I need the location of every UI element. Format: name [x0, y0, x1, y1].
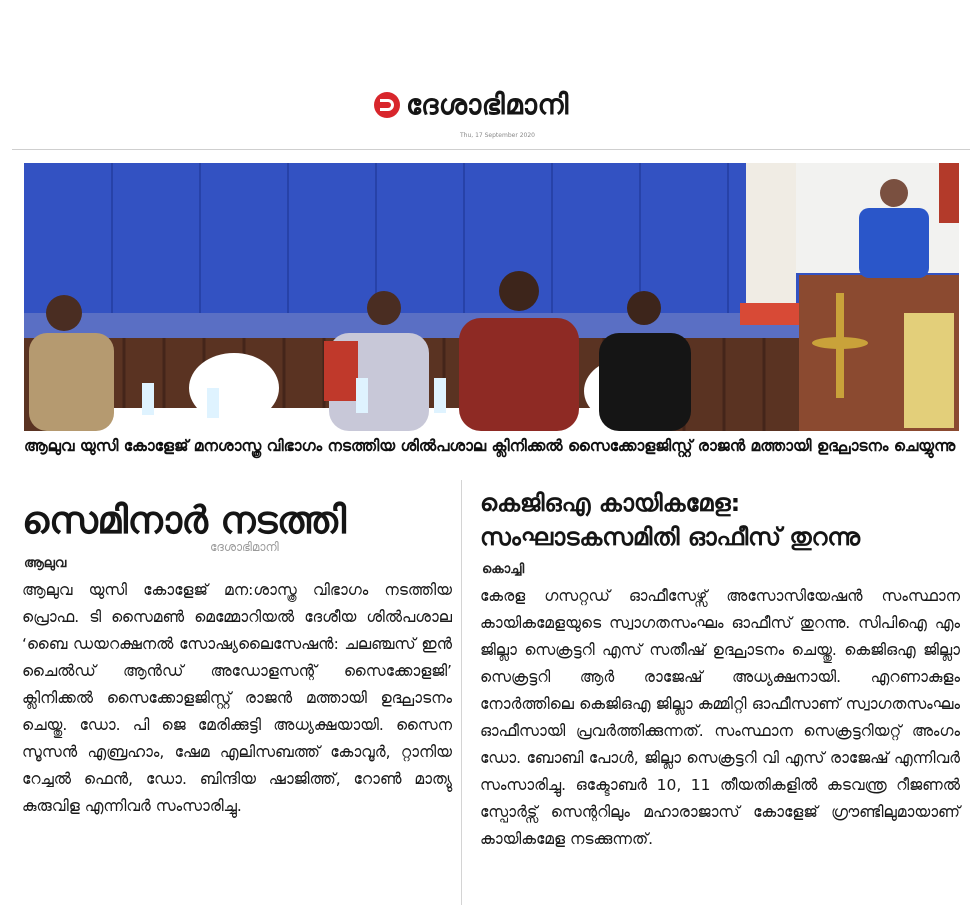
column-divider: [461, 480, 462, 905]
masthead-rule: [12, 149, 970, 150]
article-photo[interactable]: [24, 163, 959, 431]
left-dateline: ആലുവ: [24, 556, 67, 571]
right-headline-line-1[interactable]: കെജിഒഎ കായികമേള:: [480, 489, 741, 517]
right-dateline: കൊച്ചി: [482, 562, 525, 577]
masthead: [0, 88, 980, 138]
left-article: [22, 492, 452, 820]
right-headline-line-2[interactable]: സംഘാടകസമിതി ഓഫീസ് തുറന്നു: [480, 523, 861, 551]
right-body: കേരള ഗസറ്റഡ് ഓഫീസേഴ്സ് അസോസിയേഷൻ സംസ്ഥാന കായികമേളയുടെ സ്വാഗതസംഘം ഓഫീസ് തുറന്നു. സിപിഐ എം ജില്ലാ സെക്രട്ടറി എസ് സതീഷ് ഉദ്ഘാടനം ചെയ്തു. കെജിഒഎ ജില്ലാ സെക്രട്ടറി ആർ രാജേഷ് അധ്യക്ഷനായി. എറണാകുളം നോർത്തിലെ കെജിഒഎ ജില്ലാ കമ്മിറ്റി ഓഫീസാണ് സ്വാഗതസംഘം ഓഫീസായി പ്രവർത്തിക്കുന്നത്. സംസ്ഥാന സെക്രട്ടറിയറ്റ് അംഗം ഡോ. ബോബി പോൾ, ജില്ലാ സെക്രട്ടറി വി എസ് രാജേഷ് എന്നിവർ സംസാരിച്ചു. ഒക്ടോബർ 10, 11 തീയതികളിൽ കടവന്ത്ര റീജണൽ സ്പോർട്സ് സെന്ററിലും മഹാരാജാസ് കോളേജ് ഗ്രൗണ്ടിലുമായാണ് കായികമേള നടക്കുന്നത്.: [480, 587, 960, 848]
right-article: [480, 486, 960, 853]
logo-text: ദേശാഭിമാനി: [406, 88, 569, 121]
left-headline[interactable]: സെമിനാർ നടത്തി: [22, 498, 346, 542]
newspaper-logo[interactable]: [374, 88, 569, 122]
photo-caption: ആലുവ യുസി കോളേജ് മനശാസ്ത്ര വിഭാഗം നടത്തിയ ശിൽപശാല ക്ലിനിക്കൽ സൈക്കോളജിസ്റ്റ് രാജൻ മത്തായി ഉദ്ഘാടനം ചെയ്യുന്നു: [24, 437, 956, 455]
left-body: ആലുവ യുസി കോളേജ് മന:ശാസ്ത്ര വിഭാഗം നടത്തിയ പ്രൊഫ. ടി സൈമൺ മെമ്മോറിയൽ ദേശീയ ശിൽപശാല ‘ബൈ ഡയറക്ഷനൽ സോഷ്യലൈസേഷൻ: ചലഞ്ചസ് ഇൻ ചൈൽഡ് ആൻഡ് അഡോളസന്റ് സൈക്കോളജി’ ക്ലിനിക്കൽ സൈക്കോളജിസ്റ്റ് രാജൻ മത്തായി ഉദ്ഘാടനം ചെയ്തു. ഡോ. പി ജെ മേരിക്കുട്ടി അധ്യക്ഷയായി. സൈന സൂസൻ എബ്രഹാം, ഷേമ എലിസബത്ത് കോവൂർ, റ്റാനിയ റേച്ചൽ ഫെൻ, ഡോ. ബിന്ദിയ ഷാജിത്ത്, റോൺ മാത്യു കുരുവിള എന്നിവർ സംസാരിച്ചു.: [22, 581, 452, 815]
logo-icon: [374, 92, 400, 118]
watermark: ദേശാഭിമാനി: [210, 540, 279, 554]
issue-date: Thu, 17 September 2020: [460, 132, 535, 139]
photo-event-seminar-icon: [24, 163, 959, 431]
